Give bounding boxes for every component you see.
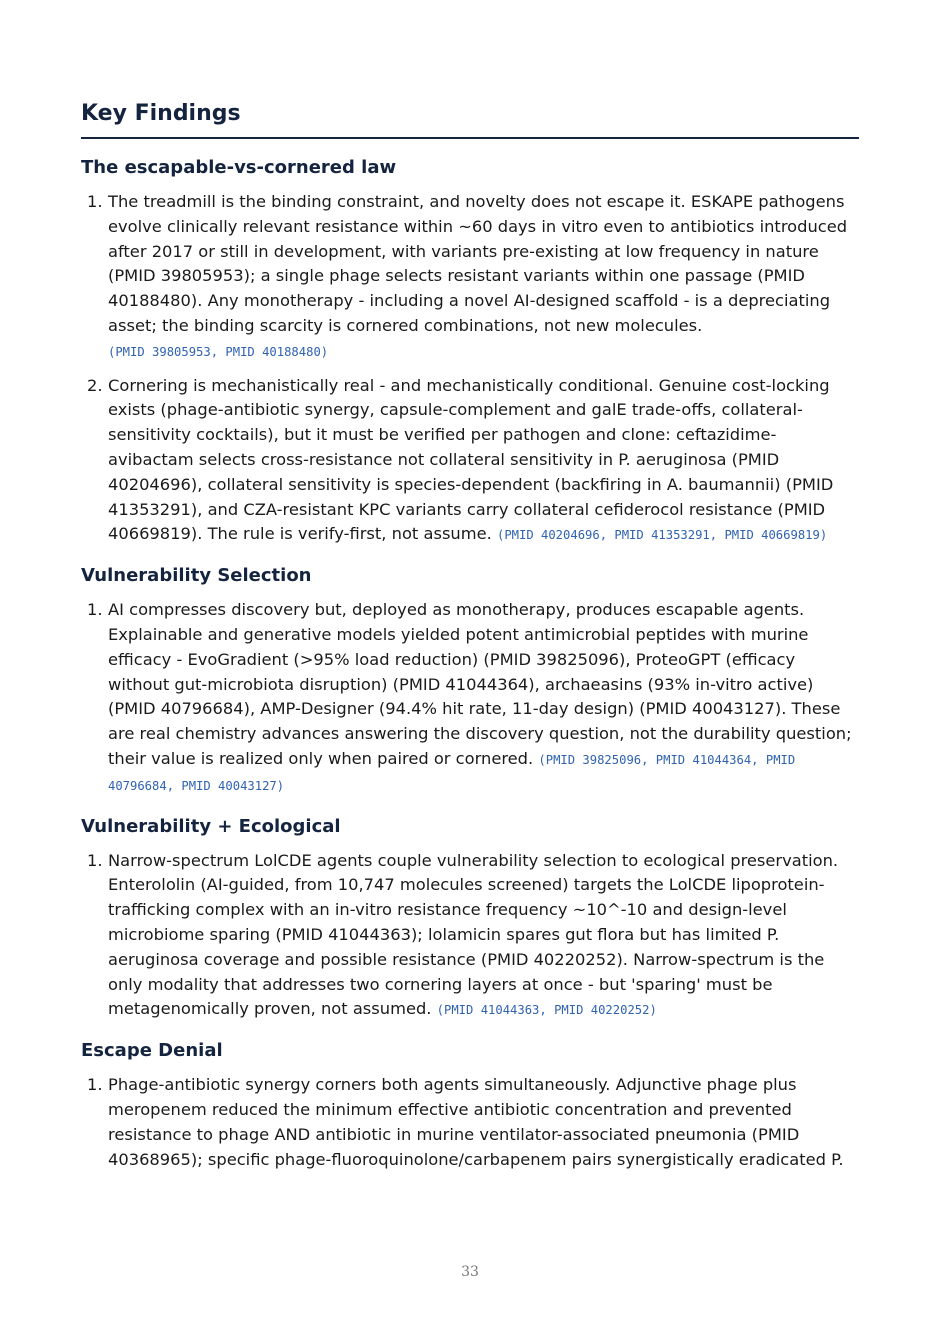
- finding-list: [81, 849, 859, 1024]
- finding-item: [81, 598, 859, 798]
- item-text: Cornering is mechanistically real - and mechanistically conditional. Genuine cost-locking exists (phage-antibiotic synergy, capsule-complement and galE trade-offs, collateral-sensitivity cocktails), but it must be verified per pathogen and clone: ceftazidime-avibactam selects cross-resistance not collateral sensitivity in P. aeruginosa (PMID 40204696), collateral sensitivity is species-dependent (backfiring in A. baumannii) (PMID 41353291), and CZA-resistant KPC variants carry collateral cefiderocol resistance (PMID 40669819). The rule is verify-first, not assume.: [108, 375, 834, 544]
- section-heading: The escapable-vs-cornered law: [81, 157, 397, 178]
- item-number: 1.: [87, 1075, 103, 1095]
- section-heading: Escape Denial: [81, 1040, 223, 1062]
- section-vulnerability-ecological: [81, 814, 859, 1024]
- finding-list: [81, 1073, 859, 1172]
- item-text: AI compresses discovery but, deployed as monotherapy, produces escapable agents. Explainable and generative models yielded potent antimicrobial peptides with murine efficacy - EvoGradient (>95% load reduction) (PMID 39825096), ProteoGPT (efficacy without gut-microbiota disruption) (PMID 41044364), archaeasins (93% in-vitro active) (PMID 40796684), AMP-Designer (94.4% hit rate, 11-day design) (PMID 40043127). These are real chemistry advances answering the discovery question, not the durability question; their value is realized only when paired or cornered.: [108, 600, 852, 768]
- item-text: Narrow-spectrum LolCDE agents couple vulnerability selection to ecological preservation. Enterololin (AI-guided, from 10,747 molecules screened) targets the LolCDE lipoprotein-trafficking complex with an in-vitro resistance frequency ~10^-10 and design-level microbiome sparing (PMID 41044363); lolamicin spares gut flora but has limited P. aeruginosa coverage and possible resistance (PMID 40220252). Narrow-spectrum is the only modality that addresses two cornering layers at once - but 'sparing' must be metagenomically proven, not assumed.: [108, 850, 839, 1019]
- section-heading: Vulnerability + Ecological: [81, 815, 341, 837]
- section-escape-denial: [81, 1038, 859, 1172]
- finding-list: [81, 598, 859, 798]
- item-text: The treadmill is the binding constraint, and novelty does not escape it. ESKAPE pathogens evolve clinically relevant resistance within ~60 days in vitro even to antibiotics introduced after 2017 or still in development, with variants pre-existing at low frequency in nature (PMID 39805953); a single phage selects resistant variants within one passage (PMID 40188480). Any monotherapy - including a novel AI-designed scaffold - is a depreciating asset; the binding scarcity is cornered combinations, not new molecules.: [108, 192, 848, 335]
- page-number: 33: [461, 1264, 479, 1280]
- section-heading: Vulnerability Selection: [81, 565, 312, 587]
- item-number: 1.: [87, 850, 103, 870]
- citation: (PMID 40204696, PMID 41353291, PMID 40669819): [496, 528, 828, 543]
- finding-item: [81, 374, 859, 549]
- citation: (PMID 39805953, PMID 40188480): [108, 344, 329, 359]
- finding-list: [81, 190, 859, 548]
- item-number: 2.: [87, 375, 103, 395]
- document-page: [81, 98, 859, 1172]
- citation: (PMID 41044363, PMID 40220252): [436, 1003, 657, 1018]
- finding-item: [81, 1073, 859, 1172]
- item-number: 1.: [87, 192, 103, 211]
- title-rule: [81, 137, 859, 139]
- finding-item: [81, 849, 859, 1024]
- section-escapable-vs-cornered: [81, 155, 859, 548]
- item-text: Phage-antibiotic synergy corners both agents simultaneously. Adjunctive phage plus meropenem reduced the minimum effective antibiotic concentration and prevented resistance to phage AND antibiotic in murine ventilator-associated pneumonia (PMID 40368965); specific phage-fluoroquinolone/carbapenem pairs synergistically eradicated P.: [108, 1075, 844, 1169]
- section-vulnerability-selection: [81, 563, 859, 798]
- citation: (PMID 39825096, PMID 41044364, PMID 40796684, PMID 40043127): [108, 752, 796, 793]
- item-number: 1.: [87, 600, 103, 620]
- finding-item: [81, 190, 859, 365]
- page-title: Key Findings: [81, 101, 241, 126]
